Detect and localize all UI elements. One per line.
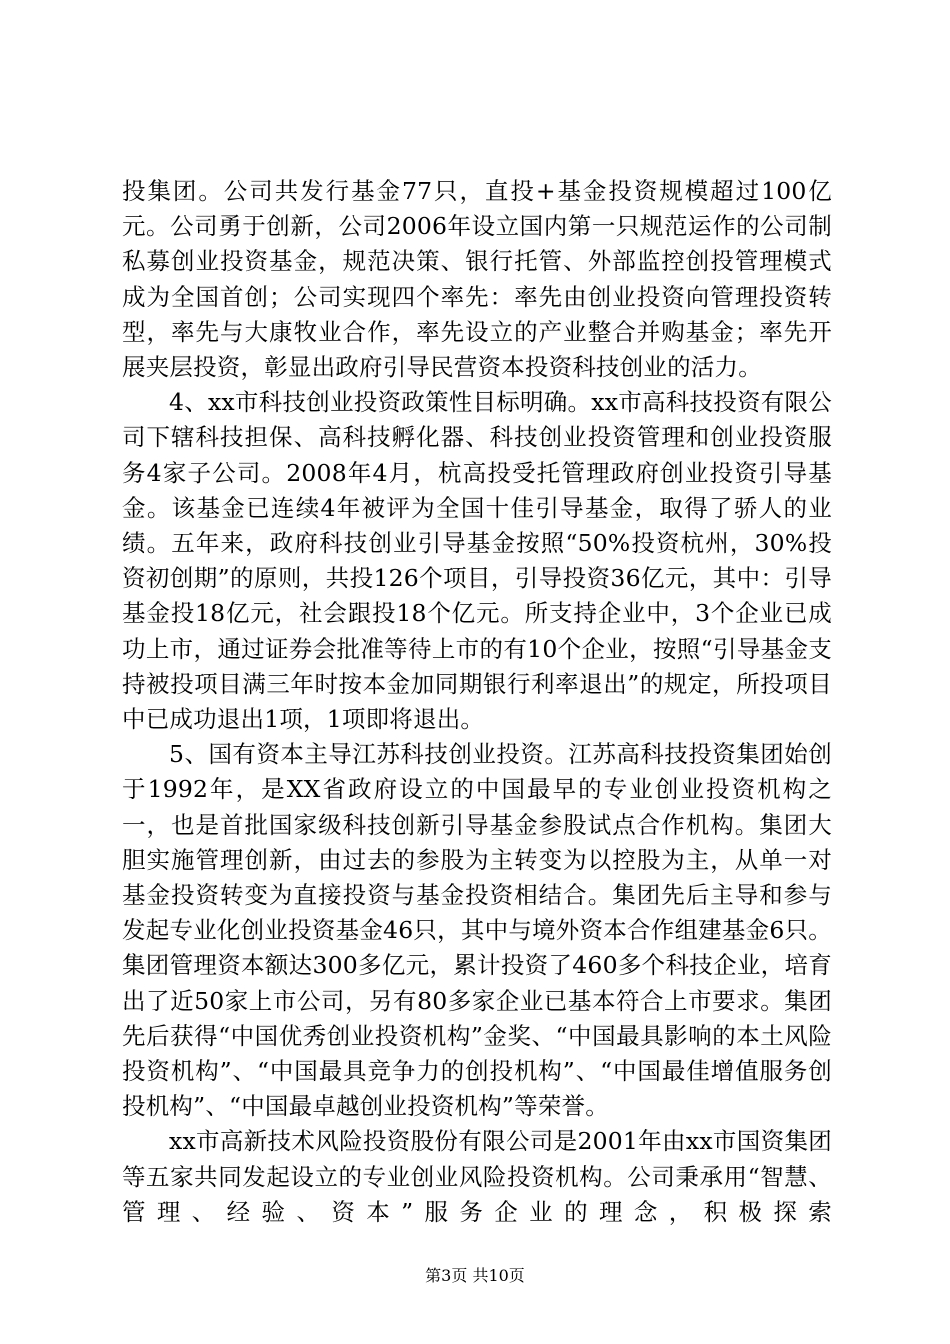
- paragraph-item-4: 4、xx市科技创业投资政策性目标明确。xx市高科技投资有限公司下辖科技担保、高科技孵化器、科技创业投资管理和创业投资服务4家子公司。2008年4月，杭高投受托管理政府创业投资引导基金。该基金已连续4年被评为全国十佳引导基金，取得了骄人的业绩。五年来，政府科技创业引导基金按照“50%投资杭州，30%投资初创期”的原则，共投126个项目，引导投资36亿元，其中：引导基金投18亿元，社会跟投18个亿元。所支持企业中，3个企业已成功上市，通过证券会批准等待上市的有10个企业，按照“引导基金支持被投项目满三年时按本金加同期银行利率退出”的规定，所投项目中已成功退出1项，1项即将退出。: [122, 388, 832, 734]
- paragraph-continuation: 投集团。公司共发行基金77只，直投+基金投资规模超过100亿元。公司勇于创新，公司2006年设立国内第一只规范运作的公司制私募创业投资基金，规范决策、银行托管、外部监控创投管理模式成为全国首创；公司实现四个率先：率先由创业投资向管理投资转型，率先与大康牧业合作，率先设立的产业整合并购基金；率先开展夹层投资，彰显出政府引导民营资本投资科技创业的活力。: [122, 177, 832, 382]
- paragraph-item-5: 5、国有资本主导江苏科技创业投资。江苏高科技投资集团始创于1992年，是XX省政府设立的中国最早的专业创业投资机构之一，也是首批国家级科技创新引导基金参股试点合作机构。集团大胆实施管理创新，由过去的参股为主转变为以控股为主，从单一对基金投资转变为直接投资与基金投资相结合。集团先后主导和参与发起专业化创业投资基金46只，其中与境外资本合作组建基金6只。集团管理资本额达300多亿元，累计投资了460多个科技企业，培育出了近50家上市公司，另有80多家企业已基本符合上市要求。集团先后获得“中国优秀创业投资机构”金奖、“中国最具影响的本土风险投资机构”、“中国最具竞争力的创投机构”、“中国最佳增值服务创投机构”、“中国最卓越创业投资机构”等荣誉。: [122, 740, 832, 1121]
- page-footer: [0, 1266, 950, 1286]
- paragraph-company-intro: xx市高新技术风险投资股份有限公司是2001年由xx市国资集团等五家共同发起设立的专业创业风险投资机构。公司秉承用“智慧、管理、经验、资本”服务企业的理念，积极探索: [122, 1127, 832, 1226]
- page-number: 第3页 共10页: [425, 1266, 525, 1285]
- body-text: [122, 174, 832, 1230]
